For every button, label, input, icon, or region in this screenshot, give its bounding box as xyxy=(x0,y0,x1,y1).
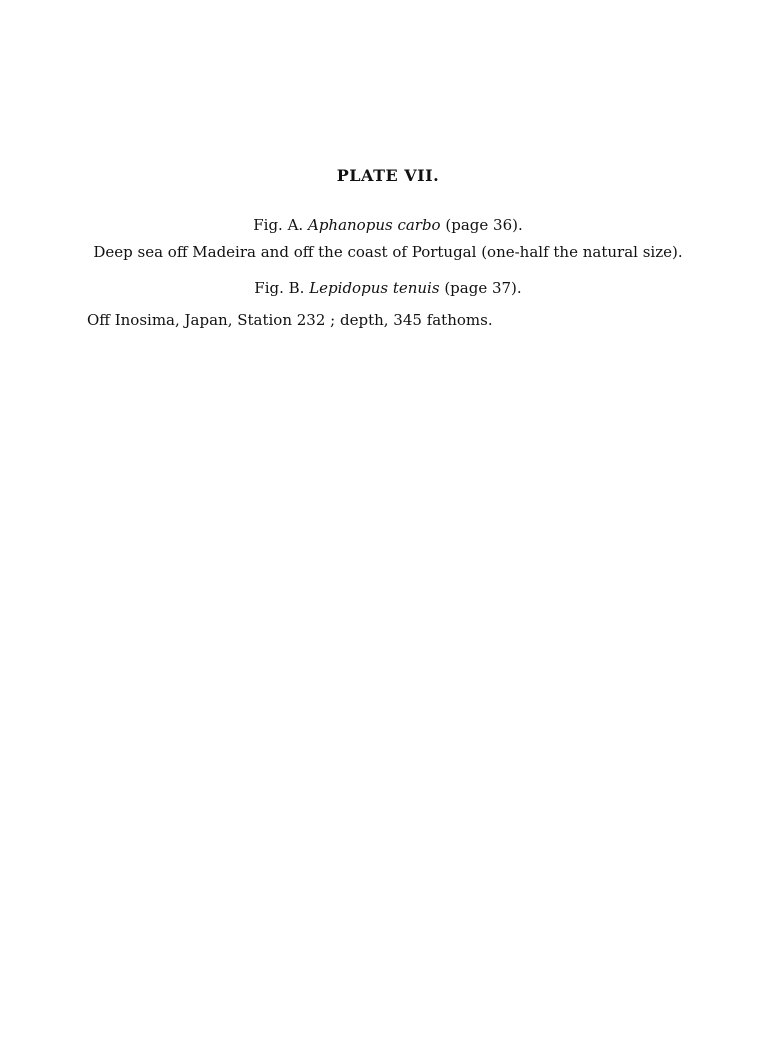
figure-b-page-ref: (page 37). xyxy=(444,279,522,297)
figure-a-caption xyxy=(0,216,776,234)
figure-a-label: Fig. A. xyxy=(253,216,304,234)
figure-a-species: Aphanopus carbo xyxy=(307,216,441,234)
figure-a-description: Deep sea off Madeira and off the coast of Portugal (one-half the natural size). xyxy=(93,243,683,261)
figure-b-caption xyxy=(0,279,776,297)
plate-title: PLATE VII. xyxy=(336,166,440,185)
figure-a-page-ref: (page 36). xyxy=(445,216,523,234)
figure-b-species: Lepidopus tenuis xyxy=(309,279,440,297)
figure-b-description: Off Inosima, Japan, Station 232 ; depth, 345 fathoms. xyxy=(87,311,493,329)
figure-b-label: Fig. B. xyxy=(254,279,305,297)
